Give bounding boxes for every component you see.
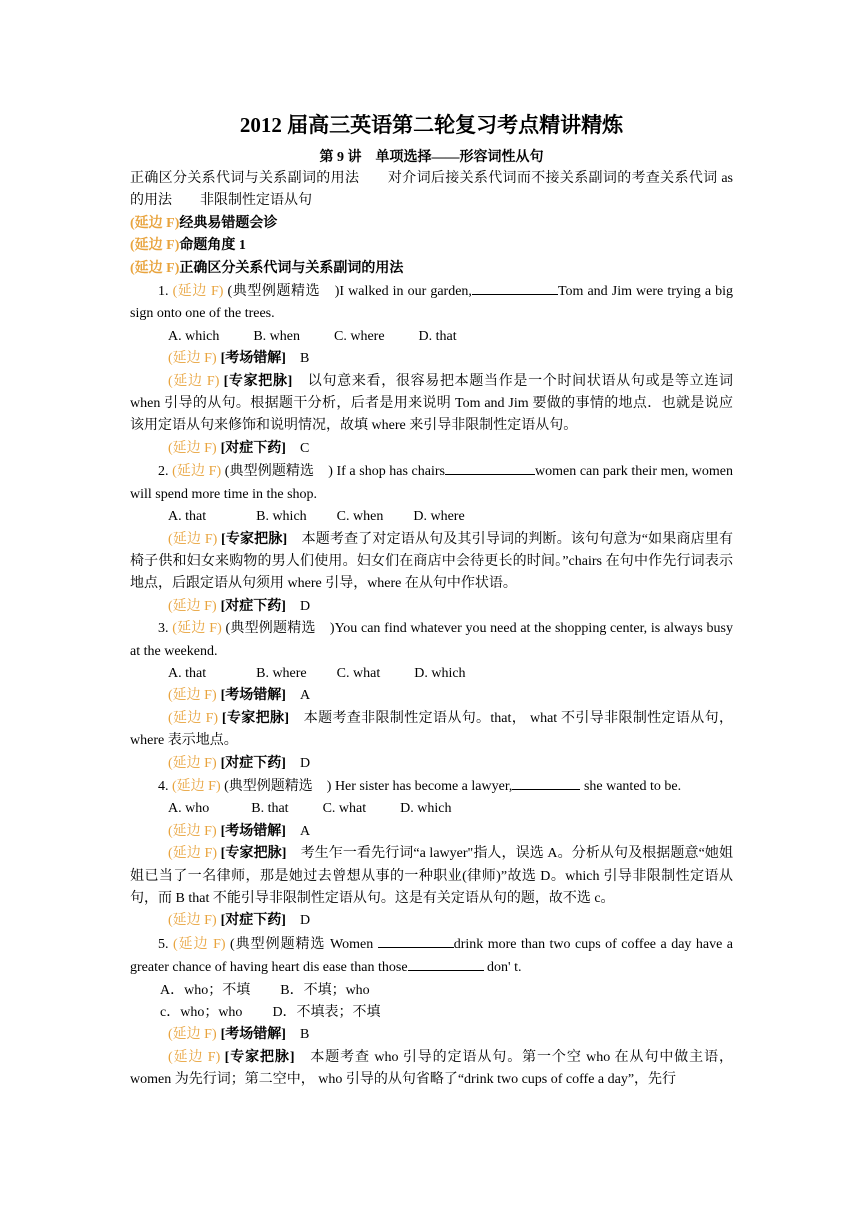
- question-4: 4. (延边 F) (典型例题精选 ) Her sister has become a lawyer, she wanted to be.: [130, 775, 733, 798]
- intro-text: 正确区分关系代词与关系副词的用法 对介词后接关系代词而不接关系副词的考查关系代词 as 的用法 非限制性定语从句: [130, 171, 733, 209]
- source-tag: (延边 F): [172, 284, 224, 300]
- lecture-subtitle: 第 9 讲 单项选择——形容词性从句: [319, 150, 544, 165]
- q3-mistake: (延边 F) [考场错解] A: [168, 688, 311, 704]
- source-tag: (延边 F): [130, 260, 180, 276]
- source-tag: (延边 F): [172, 936, 226, 952]
- answer-blank: [378, 933, 454, 948]
- source-tag: (延边 F): [172, 621, 222, 637]
- q5-options-row-1: A．who；不填 B．不填；who: [160, 982, 370, 998]
- q1-expert: (延边 F) [专家把脉] 以句意来看，很容易把本题当作是一个时间状语从句或是等立连词 when 引导的从句。根据题干分析，后者是用来说明 Tom and Jim 要做的事情的地点．也就是说应该用定语从句来修饰和说明情况，故填 where 来引导非限制性定语从句。: [130, 373, 734, 434]
- source-tag: (延边 F): [130, 238, 180, 254]
- q4-answer: (延边 F) [对症下药] D: [168, 913, 311, 929]
- section-heading-2: (延边 F)命题角度 1: [130, 238, 246, 254]
- answer-blank: [445, 460, 535, 475]
- question-3-options: A. that B. where C. what D. which: [168, 665, 466, 681]
- q2-expert: (延边 F) [专家把脉] 本题考查了对定语从句及其引导词的判断。该句句意为“如果商店里有椅子供和妇女来购物的男人们使用。妇女们在商店中会待更长的时间。”chairs 在句中作先行词表示地点，后跟定语从句须用 where 引导，where 在从句中作状语。: [130, 531, 734, 592]
- question-3: 3. (延边 F) (典型例题精选 )You can find whatever you need at the shopping center, is always busy at the weekend.: [130, 621, 733, 659]
- question-5: 5. (延边 F) (典型例题精选 Women drink more than two cups of coffee a day have a greater chance of having heart dis ease than those don' t.: [130, 933, 733, 980]
- question-2-options: A. that B. which C. when D. where: [168, 509, 465, 525]
- q5-options-row-2: c．who；who D．不填表；不填: [160, 1005, 381, 1021]
- q4-expert: (延边 F) [专家把脉] 考生乍一看先行词“a lawyer"指人，误选 A。分析从句及根据题意“她姐姐已当了一名律师，那是她过去曾想从事的一种职业(律师)”故选 D。which 引导非限制性定语从句，而 B that 不能引导非限制性定语从句。这是有关定语从句的题，故不选 c。: [130, 846, 733, 906]
- section-heading-1: (延边 F)经典易错题会诊: [130, 215, 278, 231]
- document-page: [130, 112, 733, 1092]
- answer-blank: [408, 956, 484, 971]
- source-tag: (延边 F): [172, 464, 222, 480]
- q3-answer: (延边 F) [对症下药] D: [168, 755, 311, 771]
- q2-answer: (延边 F) [对症下药] D: [168, 598, 311, 614]
- section-heading-3: (延边 F)正确区分关系代词与关系副词的用法: [130, 260, 404, 276]
- question-2: 2. (延边 F) (典型例题精选 ) If a shop has chairs women can park their men, women will spend more time in the shop.: [130, 460, 733, 506]
- q1-mistake: (延边 F) [考场错解] B: [168, 351, 310, 367]
- q5-expert: (延边 F) [专家把脉] 本题考查 who 引导的定语从句。第一个空 who 在从句中做主语，women 为先行词；第二空中， who 引导的从句省略了“drink two cups of coffe a day”，先行: [130, 1049, 733, 1088]
- page-title: 2012 届高三英语第二轮复习考点精讲精炼: [239, 113, 624, 137]
- q3-expert: (延边 F) [专家把脉] 本题考查非限制性定语从句。that， what 不引导非限制性定语从句，where 表示地点。: [130, 710, 733, 749]
- q5-mistake: (延边 F) [考场错解] B: [168, 1027, 310, 1043]
- answer-blank: [472, 280, 558, 295]
- question-4-options: A. who B. that C. what D. which: [168, 801, 452, 817]
- question-1: 1. (延边 F) (典型例题精选 )I walked in our garden, Tom and Jim were trying a big sign onto one of the trees.: [130, 280, 733, 326]
- source-tag: (延边 F): [130, 215, 180, 231]
- q1-answer: (延边 F) [对症下药] C: [168, 440, 310, 456]
- source-tag: (延边 F): [172, 778, 221, 794]
- answer-blank: [512, 775, 580, 790]
- q4-mistake: (延边 F) [考场错解] A: [168, 823, 311, 839]
- question-1-options: A. which B. when C. where D. that: [168, 328, 457, 344]
